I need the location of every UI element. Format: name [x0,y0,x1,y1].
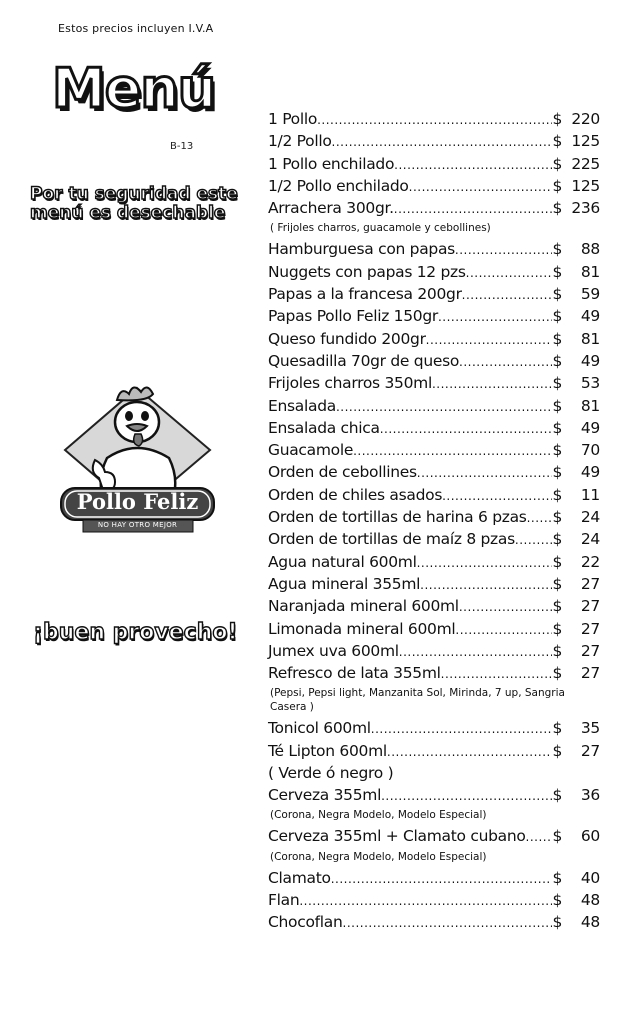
currency-symbol: $ [552,574,562,593]
leader-dots [332,131,553,153]
leader-dots [459,596,553,618]
currency-symbol: $ [552,262,562,281]
menu-item [268,911,600,933]
menu-item-price: 24 [580,530,600,549]
leader-dots [420,574,552,596]
currency-symbol: $ [552,619,562,638]
menu-item-price: 81 [580,396,600,415]
menu-note: (Pepsi, Pepsi light, Manzanita Sol, Mirinda, 7 up, Sangria Casera ) [270,687,565,714]
menu-item [268,283,600,305]
menu-code: B-13 [170,141,194,152]
logo-brand: Pollo Feliz [76,489,199,514]
menu-item [268,889,600,911]
leader-dots [515,529,553,551]
leader-dots [455,239,553,261]
currency-symbol: $ [552,552,562,571]
menu-item [268,740,600,762]
menu-item-price: 22 [580,552,600,571]
menu-item-price: 70 [580,441,600,460]
menu-item-price: 49 [580,418,600,437]
leader-dots [371,718,553,740]
menu-item [268,551,600,573]
menu-item-price: 24 [580,508,600,527]
menu-item [268,461,600,483]
leader-dots [417,552,553,574]
menu-item-price: 59 [580,285,600,304]
menu-item-price: 11 [580,485,600,504]
menu-item-name: Tonicol 600ml [268,719,371,738]
menu-item-name: Papas Pollo Feliz 150gr [268,307,438,326]
leader-dots [380,418,553,440]
currency-symbol: $ [552,374,562,393]
currency-symbol: $ [552,418,562,437]
currency-symbol: $ [552,719,562,738]
leader-dots [394,154,552,176]
menu-item-price: 220 [571,110,600,128]
menu-item-name: Ensalada [268,396,336,415]
menu-item [268,595,600,617]
currency-symbol: $ [552,786,562,805]
menu-item-name: Limonada mineral 600ml [268,619,456,638]
leader-dots [381,785,552,807]
currency-symbol: $ [552,463,562,482]
leader-dots [462,284,553,306]
leader-dots [394,198,553,220]
menu-item-name: Agua natural 600ml [268,552,417,571]
menu-item-price: 27 [580,574,600,593]
menu-list [268,108,600,934]
menu-item [268,484,600,506]
menu-item-price: 49 [580,351,600,370]
menu-item [268,825,600,847]
menu-item-price: 27 [580,741,600,760]
menu-item-price: 49 [580,307,600,326]
leader-dots [459,351,552,373]
menu-item-name: 1/2 Pollo [268,132,332,151]
currency-symbol: $ [552,176,562,195]
leader-dots [466,262,553,284]
leader-dots [527,507,553,529]
currency-symbol: $ [552,597,562,616]
leader-dots [299,890,552,912]
menu-item-price: 125 [571,176,600,195]
menu-item-price: 53 [580,374,600,393]
currency-symbol: $ [552,485,562,504]
menu-item [268,417,600,439]
menu-note: (Corona, Negra Modelo, Modelo Especial) [270,809,487,822]
currency-symbol: $ [552,890,562,909]
menu-item-price: 27 [580,619,600,638]
menu-item-name: Agua mineral 355ml [268,574,421,593]
menu-item [268,328,600,350]
leader-dots [432,373,552,395]
menu-item-name: Cerveza 355ml + Clamato cubano [268,827,526,846]
menu-item-name: Hamburguesa con papas [268,240,455,259]
menu-item-price: 48 [580,913,600,932]
leader-dots [399,641,553,663]
menu-item-name: Frijoles charros 350ml [268,374,432,393]
menu-item [268,305,600,327]
menu-item-name: Clamato [268,868,331,887]
closing-message: ¡buen provecho! [33,620,238,645]
currency-symbol: $ [552,868,562,887]
menu-item-price: 40 [580,868,600,887]
menu-item-price: 225 [571,154,600,173]
menu-item [268,153,600,175]
menu-item [268,439,600,461]
currency-symbol: $ [552,641,562,660]
menu-item [268,108,600,130]
menu-item-name: Orden de cebollines [268,463,417,482]
menu-item [268,640,600,662]
leader-dots [417,462,553,484]
currency-symbol: $ [552,664,562,683]
menu-item [268,130,600,152]
currency-symbol: $ [552,396,562,415]
menu-item-price: 60 [580,827,600,846]
currency-symbol: $ [552,508,562,527]
currency-symbol: $ [552,351,562,370]
currency-symbol: $ [552,132,562,151]
menu-item-price: 27 [580,597,600,616]
menu-item-name: Orden de tortillas de harina 6 pzas [268,508,527,527]
menu-note: ( Verde ó negro ) [268,764,394,783]
currency-symbol: $ [552,240,562,259]
menu-item [268,506,600,528]
menu-item-name: 1/2 Pollo enchilado [268,176,409,195]
tax-note: Estos precios incluyen I.V.A [58,22,214,35]
menu-item-name: 1 Pollo enchilado [268,154,395,173]
menu-note: (Corona, Negra Modelo, Modelo Especial) [270,850,487,863]
menu-item-name: Queso fundido 200gr [268,329,426,348]
leader-dots [426,329,553,351]
menu-item-name: Chocoflan [268,913,343,932]
menu-item-name: Jumex uva 600ml [268,641,399,660]
menu-item [268,573,600,595]
menu-item [268,867,600,889]
currency-symbol: $ [552,530,562,549]
menu-item-name: 1 Pollo [268,110,318,128]
menu-item [268,395,600,417]
menu-item-name: Nuggets con papas 12 pzs [268,262,466,281]
menu-item [268,784,600,806]
leader-dots [343,912,553,934]
currency-symbol: $ [552,307,562,326]
menu-item-price: 88 [580,240,600,259]
menu-item [268,197,600,219]
menu-item-price: 81 [580,329,600,348]
menu-item-price: 48 [580,890,600,909]
currency-symbol: $ [552,441,562,460]
menu-item-name: Ensalada chica [268,418,380,437]
logo-tagline: NO HAY OTRO MEJOR [97,521,178,529]
currency-symbol: $ [552,329,562,348]
leader-dots [441,663,553,685]
currency-symbol: $ [552,154,562,173]
leader-dots [455,619,552,641]
menu-item-name: Guacamole [268,441,354,460]
safety-note: Por tu seguridad este menú es desechable [30,184,238,223]
leader-dots [409,176,553,198]
menu-item-price: 36 [580,786,600,805]
menu-item [268,618,600,640]
leader-dots [317,109,552,131]
menu-item-name: Cerveza 355ml [268,786,382,805]
currency-symbol: $ [552,199,562,218]
menu-item [268,528,600,550]
menu-item-name: Orden de tortillas de maíz 8 pzas [268,530,515,549]
menu-item-price: 125 [571,132,600,151]
menu-item-price: 35 [580,719,600,738]
menu-item [268,238,600,260]
leader-dots [442,485,552,507]
menu-item [268,350,600,372]
menu-item-name: Té Lipton 600ml [268,741,387,760]
happy-chicken-mascot-icon [55,380,220,540]
logo [55,380,220,540]
menu-note: ( Frijoles charros, guacamole y cebollines) [270,222,491,235]
leader-dots [353,440,552,462]
leader-dots [331,868,553,890]
currency-symbol: $ [552,110,562,128]
menu-item-name: Papas a la francesa 200gr [268,285,462,304]
menu-item-name: Naranjada mineral 600ml [268,597,459,616]
menu-item-price: 49 [580,463,600,482]
menu-item-price: 81 [580,262,600,281]
menu-item [268,261,600,283]
menu-item-name: Arrachera 300gr. [268,199,394,218]
currency-symbol: $ [552,741,562,760]
leader-dots [526,826,553,848]
menu-item-name: Orden de chiles asados [268,485,443,504]
menu-item [268,662,600,684]
menu-item-price: 27 [580,664,600,683]
menu-item [268,717,600,739]
page-title: Menú [52,57,216,120]
currency-symbol: $ [552,285,562,304]
menu-item-name: Refresco de lata 355ml [268,664,441,683]
leader-dots [438,306,552,328]
menu-item-price: 236 [571,199,600,218]
leader-dots [387,741,553,763]
leader-dots [336,396,553,418]
menu-item-name: Flan [268,890,300,909]
currency-symbol: $ [552,913,562,932]
currency-symbol: $ [552,827,562,846]
menu-item [268,372,600,394]
menu-item-name: Quesadilla 70gr de queso [268,351,460,370]
menu-item-price: 27 [580,641,600,660]
menu-item [268,175,600,197]
